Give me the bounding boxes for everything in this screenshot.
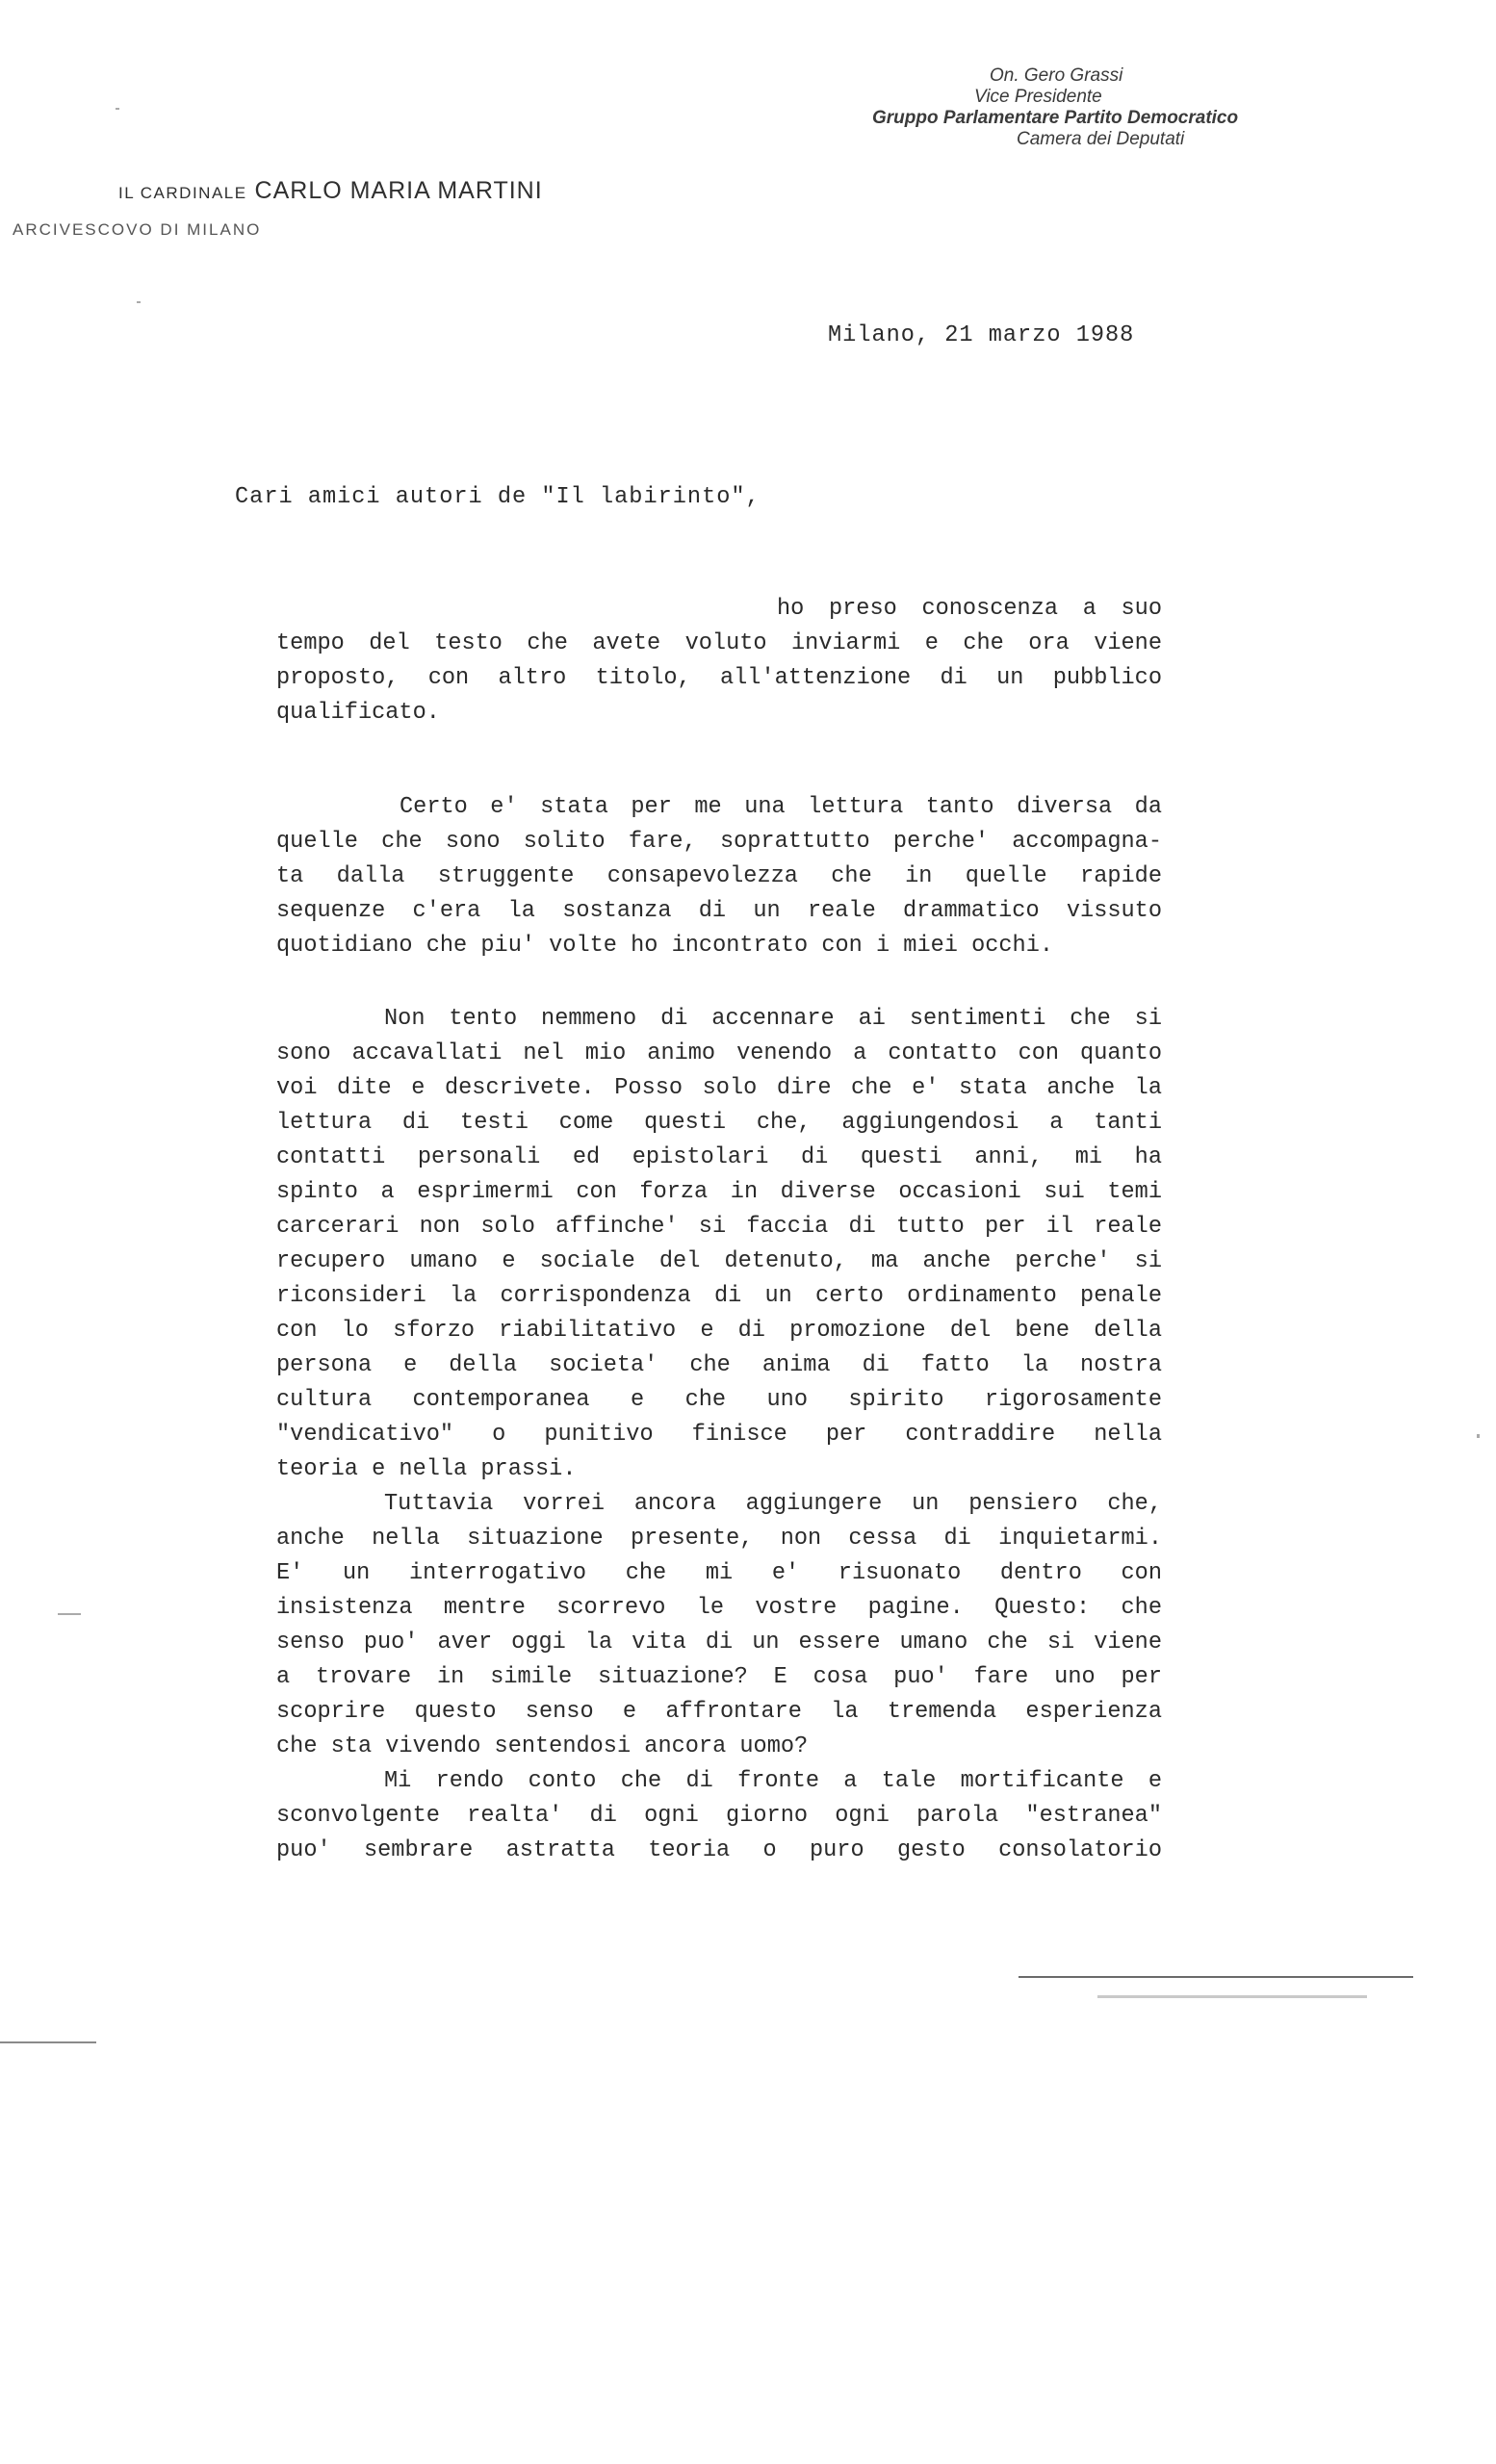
text-line: Tuttavia vorrei ancora aggiungere un pensiero che,	[384, 1491, 1162, 1517]
text-line: qualificato.	[276, 700, 440, 726]
text-line: persona e della societa' che anima di fatto la nostra	[276, 1352, 1162, 1378]
text-line: recupero umano e sociale del detenuto, ma anche perche' si	[276, 1248, 1162, 1274]
recipient-stamp	[847, 65, 1271, 150]
text-line: teoria e nella prassi.	[276, 1456, 577, 1482]
text-line: contatti personali ed epistolari di questi anni, mi ha	[276, 1144, 1162, 1170]
text-line: voi dite e descrivete. Posso solo dire che e' stata anche la	[276, 1075, 1162, 1101]
text-line: anche nella situazione presente, non cessa di inquietarmi.	[276, 1526, 1162, 1552]
stamp-name: On. Gero Grassi	[990, 65, 1123, 86]
text-line: scoprire questo senso e affrontare la tremenda esperienza	[276, 1699, 1162, 1725]
scan-speck	[1477, 1434, 1480, 1438]
text-line: sequenze c'era la sostanza di un reale drammatico vissuto	[276, 898, 1162, 924]
text-line: puo' sembrare astratta teoria o puro gesto consolatorio	[276, 1837, 1162, 1863]
text-line: Certo e' stata per me una lettura tanto diversa da	[400, 794, 1162, 820]
salutation: Cari amici autori de "Il labirinto",	[235, 484, 761, 510]
text-line: cultura contemporanea e che uno spirito rigorosamente	[276, 1387, 1162, 1413]
scan-speck	[58, 1613, 81, 1615]
stamp-group: Gruppo Parlamentare Partito Democratico	[872, 108, 1239, 128]
text-line: con lo sforzo riabilitativo e di promozione del bene della	[276, 1318, 1162, 1344]
text-line: ta dalla struggente consapevolezza che in quelle rapide	[276, 863, 1162, 889]
text-line: senso puo' aver oggi la vita di un essere umano che si viene	[276, 1630, 1162, 1656]
divider-line	[1019, 1976, 1413, 1978]
letter-date: Milano, 21 marzo 1988	[828, 322, 1135, 348]
text-line: sono accavallati nel mio animo venendo a contatto con quanto	[276, 1040, 1162, 1066]
scan-smudge	[1097, 1995, 1367, 1998]
text-line: quelle che sono solito fare, soprattutto perche' accompagna-	[276, 829, 1162, 855]
text-line: ho preso conoscenza a suo	[777, 596, 1162, 622]
scan-speck	[137, 301, 141, 303]
fold-mark	[0, 2041, 96, 2043]
text-line: a trovare in simile situazione? E cosa puo' fare uno per	[276, 1664, 1162, 1690]
text-line: quotidiano che piu' volte ho incontrato con i miei occhi.	[276, 933, 1054, 959]
text-line: carcerari non solo affinche' si faccia di tutto per il reale	[276, 1214, 1162, 1240]
stamp-chamber: Camera dei Deputati	[1017, 129, 1185, 149]
text-line: E' un interrogativo che mi e' risuonato dentro con	[276, 1560, 1162, 1586]
letterhead-subtitle: ARCIVESCOVO DI MILANO	[13, 220, 262, 239]
text-line: Mi rendo conto che di fronte a tale mortificante e	[384, 1768, 1162, 1794]
letterhead-name: CARLO MARIA MARTINI	[254, 177, 543, 204]
scan-speck	[116, 108, 119, 110]
text-line: che sta vivendo sentendosi ancora uomo?	[276, 1733, 809, 1759]
text-line: spinto a esprimermi con forza in diverse occasioni sui temi	[276, 1179, 1162, 1205]
letterhead-title	[118, 177, 543, 205]
text-line: Non tento nemmeno di accennare ai sentimenti che si	[384, 1006, 1162, 1032]
letterhead	[13, 177, 543, 240]
text-line: sconvolgente realta' di ogni giorno ogni parola "estranea"	[276, 1803, 1162, 1829]
stamp-role: Vice Presidente	[974, 87, 1102, 107]
text-line: proposto, con altro titolo, all'attenzione di un pubblico	[276, 665, 1162, 691]
text-line: riconsideri la corrispondenza di un certo ordinamento penale	[276, 1283, 1162, 1309]
letter-body	[276, 592, 1162, 1868]
text-line: lettura di testi come questi che, aggiungendosi a tanti	[276, 1110, 1162, 1136]
text-line: "vendicativo" o punitivo finisce per contraddire nella	[276, 1422, 1162, 1448]
text-line: tempo del testo che avete voluto inviarmi e che ora viene	[276, 630, 1162, 656]
letterhead-prefix: IL CARDINALE	[118, 184, 247, 202]
text-line: insistenza mentre scorrevo le vostre pagine. Questo: che	[276, 1595, 1162, 1621]
